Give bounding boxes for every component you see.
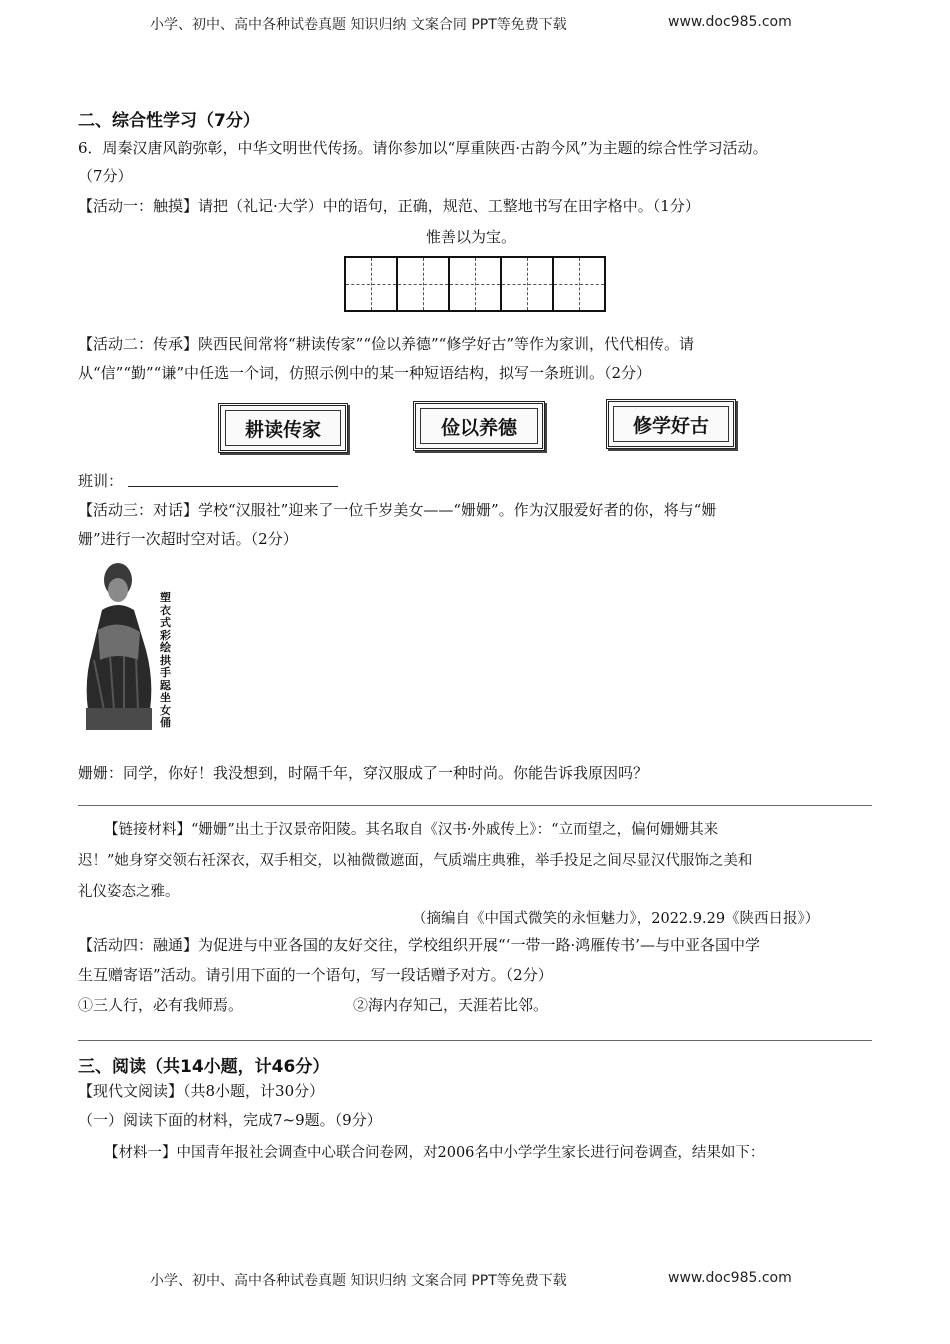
link-material-line-2: 迟！”她身穿交领右衽深衣，双手相交，以袖微微遮面，气质端庄典雅，举手投足之间尽显汉代服饰之美和	[78, 853, 753, 869]
grid-cell[interactable]	[502, 258, 554, 310]
modern-reading-heading: 【现代文阅读】（共8小题，计30分）	[78, 1082, 325, 1100]
plaque-label: 耕读传家	[244, 418, 321, 441]
link-material-source: （摘编自《中国式微笑的永恒魅力》，2022.9.29《陕西日报》）	[412, 911, 820, 927]
header-text: 小学、初中、高中各种试卷真题 知识归纳 文案合同 PPT等免费下载	[150, 17, 567, 33]
activity-4-line-1: 【活动四：融通】为促进与中亚各国的友好交往，学校组织开展“‘一带一路·鸿雁传书’—与中亚各国中学	[78, 936, 760, 954]
grid-cell[interactable]	[450, 258, 502, 310]
footer-text: 小学、初中、高中各种试卷真题 知识归纳 文案合同 PPT等免费下载	[150, 1273, 567, 1289]
plaque-jianyi	[413, 401, 545, 451]
quote-2: ②海内存知己，天涯若比邻。	[353, 996, 549, 1014]
grid-cell[interactable]	[398, 258, 450, 310]
activity-2-line-2: 从“信”“勤”“谦”中任选一个词，仿照示例中的某一种短语结构，拟写一条班训。（2分）	[78, 364, 652, 382]
activity-1: 【活动一：触摸】请把（礼记·大学）中的语句，正确，规范、工整地书写在田字格中。（1分）	[78, 197, 700, 215]
banxun-answer-line[interactable]	[128, 486, 338, 487]
plaque-label: 俭以养德	[440, 416, 517, 439]
banxun-label: 班训：	[78, 472, 124, 490]
shanshan-dialogue: 姗姗：同学，你好！我没想到，时隔千年，穿汉服成了一种时尚。你能告诉我原因吗？	[78, 764, 649, 782]
section-3-title: 三、阅读（共14小题，计46分）	[78, 1057, 330, 1077]
section-2-title: 二、综合性学习（7分）	[78, 111, 260, 131]
plaque-gengdu	[218, 403, 348, 453]
footer-url[interactable]: www.doc985.com	[668, 1270, 792, 1286]
material-1: 【材料一】中国青年报社会调查中心联合问卷网，对2006名中小学学生家长进行问卷调查，结果如下：	[104, 1145, 765, 1161]
plaque-label: 修学好古	[632, 414, 709, 437]
quote-1: ①三人行，必有我师焉。	[78, 996, 244, 1014]
plaque-xiuxue	[606, 399, 736, 449]
question-6: 6．周秦汉唐风韵弥彰，中华文明世代传扬。请你参加以“厚重陕西·古韵今风”为主题的综合性学习活动。	[78, 139, 768, 157]
activity-1-sentence: 惟善以为宝。	[426, 228, 517, 246]
part-1-instruction: （一）阅读下面的材料，完成7~9题。（9分）	[78, 1111, 382, 1129]
figure-caption: 塑衣式彩绘拱手跽坐女俑	[160, 591, 171, 729]
tianzige-grid[interactable]	[344, 256, 606, 312]
answer-line[interactable]	[78, 1040, 872, 1041]
link-material-line-1: 【链接材料】“姗姗”出土于汉景帝阳陵。其名取自《汉书·外戚传上》：“立而望之，偏何姗姗其来	[104, 822, 719, 838]
header-url[interactable]: www.doc985.com	[668, 14, 792, 30]
grid-cell[interactable]	[554, 258, 604, 310]
answer-line[interactable]	[78, 805, 872, 806]
activity-2-line-1: 【活动二：传承】陕西民间常将“耕读传家”“俭以养德”“修学好古”等作为家训，代代相传。请	[78, 335, 695, 353]
link-material-line-3: 礼仪姿态之雅。	[78, 884, 180, 900]
activity-4-line-2: 生互赠寄语”活动。请引用下面的一个语句，写一段话赠予对方。（2分）	[78, 966, 553, 984]
question-6-score: （7分）	[78, 167, 133, 185]
activity-3-line-1: 【活动三：对话】学校“汉服社”迎来了一位千岁美女——“姗姗”。作为汉服爱好者的你，将与“姗	[78, 501, 717, 519]
activity-3-line-2: 姗”进行一次超时空对话。（2分）	[78, 530, 298, 548]
grid-cell[interactable]	[346, 258, 398, 310]
